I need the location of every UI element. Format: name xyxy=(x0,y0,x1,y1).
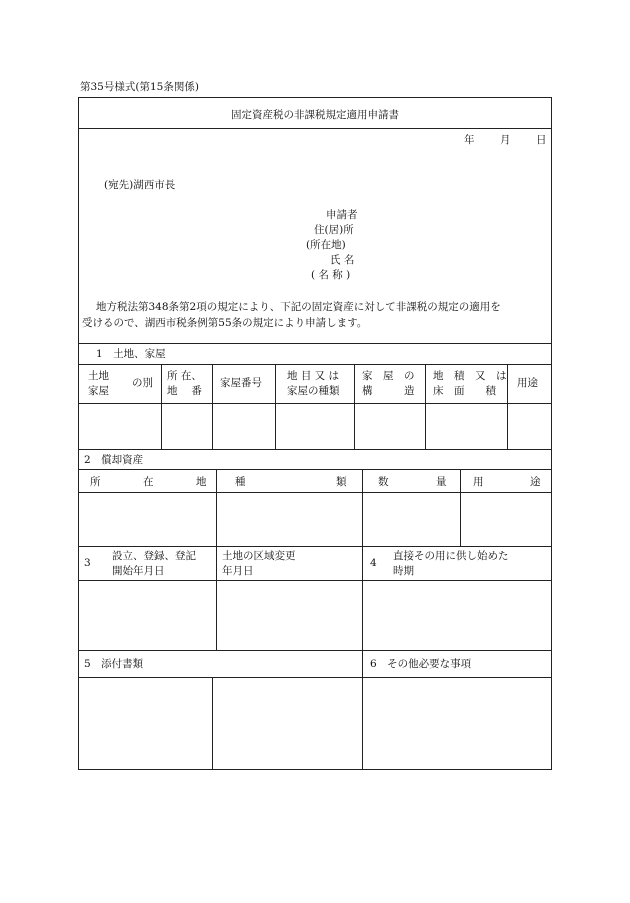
addressee: (宛先)湖西市長 xyxy=(104,179,176,191)
section3-line1: 設立、登録、登記 xyxy=(112,550,196,562)
s2-qty-a: 数 xyxy=(378,476,389,488)
land-change-line1: 土地の区域変更 xyxy=(222,550,296,562)
s1-type-b: 家屋 xyxy=(88,385,109,397)
section2-title: 2 償却資産 xyxy=(84,454,144,466)
s1-struct-a: 家 屋 の xyxy=(362,370,415,382)
s1-struct-b: 構 造 xyxy=(362,385,415,397)
body-line-2: 受けるので、湖西市税条例第55条の規定により申請します。 xyxy=(82,317,368,329)
s1-house-no: 家屋番号 xyxy=(220,377,262,389)
s2-loc-c: 地 xyxy=(196,476,207,488)
section3-num: 3 xyxy=(84,557,91,569)
s2-kind-a: 種 xyxy=(235,476,246,488)
section5-title: 5 添付書類 xyxy=(84,658,144,670)
date-month: 月 xyxy=(500,134,511,146)
section4-line2: 時期 xyxy=(393,565,414,577)
s1-loc-b: 地 番 xyxy=(167,385,202,397)
section3-line2: 開始年月日 xyxy=(112,565,165,577)
section1-title: 1 土地、家屋 xyxy=(96,348,166,360)
section6-title: 6 その他必要な事項 xyxy=(370,658,472,670)
body-line-1: 地方税法第348条第2項の規定により、下記の固定資産に対して非課税の規定の適用を xyxy=(96,301,501,313)
s2-loc-a: 所 xyxy=(90,476,101,488)
applicant-name: 氏 名 xyxy=(330,254,355,266)
s1-type-a: 土地 xyxy=(88,370,109,382)
date-year: 年 xyxy=(464,134,475,146)
date-day: 日 xyxy=(536,134,547,146)
s2-loc-b: 在 xyxy=(143,476,154,488)
s2-use-b: 途 xyxy=(530,476,541,488)
s1-loc-a: 所 在、 xyxy=(167,370,202,382)
s1-cat-b: 家屋の種類 xyxy=(287,385,340,397)
s1-area-a: 地 積 又 は xyxy=(433,370,507,382)
s1-type-c: の別 xyxy=(132,377,153,389)
s1-area-b: 床 面 積 xyxy=(433,385,496,397)
section4-num: 4 xyxy=(370,557,377,569)
form-title: 固定資産税の非課税規定適用申請書 xyxy=(231,109,399,121)
s2-qty-b: 量 xyxy=(436,476,447,488)
s2-kind-b: 類 xyxy=(336,476,347,488)
form-number: 第35号様式(第15条関係) xyxy=(80,81,199,93)
section4-line1: 直接その用に供し始めた xyxy=(393,550,509,562)
applicant-heading: 申請者 xyxy=(326,209,358,221)
s1-use: 用途 xyxy=(517,377,538,389)
s1-cat-a: 地 目 又 は xyxy=(287,370,340,382)
applicant-location: (所在地) xyxy=(306,239,346,251)
applicant-address: 住(居)所 xyxy=(314,224,354,236)
applicant-entity: ( 名 称 ) xyxy=(311,269,351,281)
land-change-line2: 年月日 xyxy=(222,565,254,577)
s2-use-a: 用 xyxy=(473,476,484,488)
form-frame xyxy=(78,97,552,770)
